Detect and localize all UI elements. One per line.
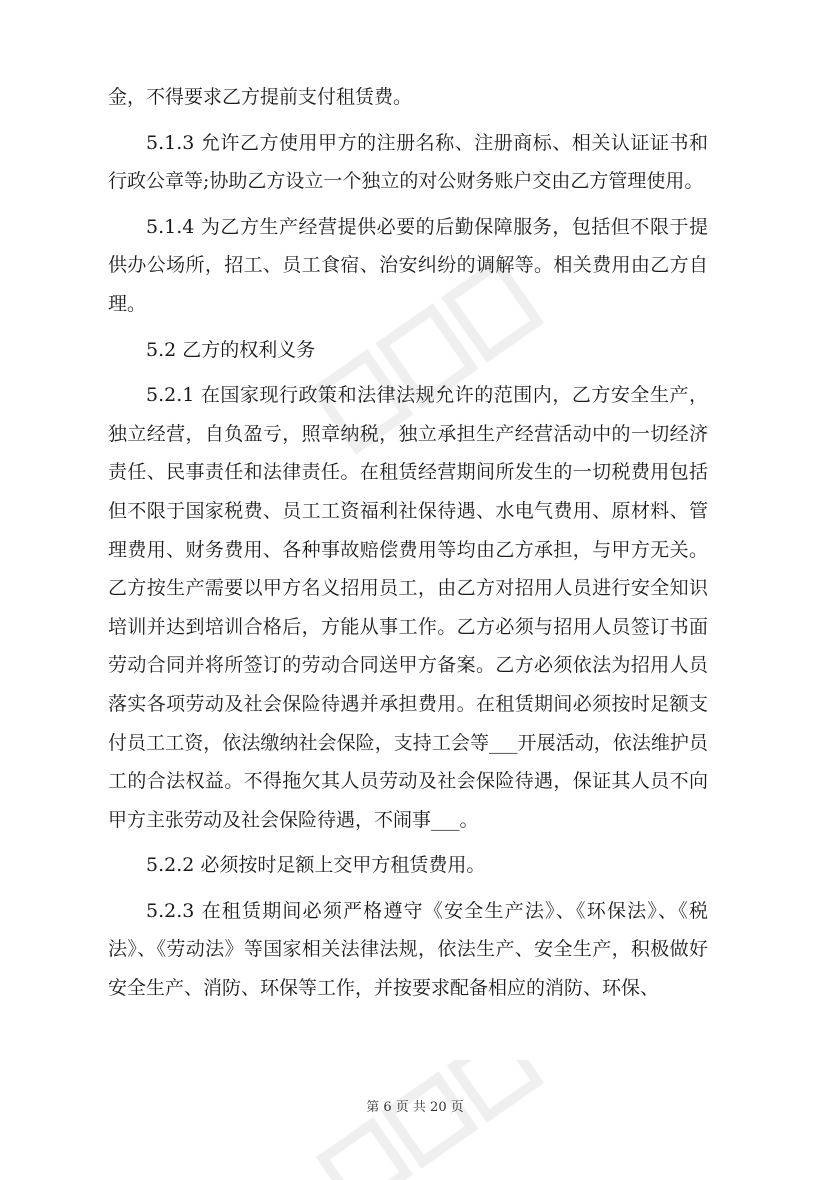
paragraph-5-2-3: 5.2.3 在租赁期间必须严格遵守《安全生产法》、《环保法》、《税法》、《劳动法》等国家相关法律法规，依法生产、安全生产，积极做好安全生产、消防、环保等工作，并按要求配备相应的消防、环保、 [108, 899, 708, 1000]
paragraph-5-1-3: 5.1.3 允许乙方使用甲方的注册名称、注册商标、相关认证证书和行政公章等;协助乙方设立一个独立的对公财务账户交由乙方管理使用。 [108, 131, 708, 193]
watermark-logo-bottom [300, 1060, 560, 1180]
page-number-footer: 第 6 页 共 20 页 [366, 1100, 464, 1115]
paragraph-continuation: 金，不得要求乙方提前支付租赁费。 [108, 86, 413, 108]
paragraph-5-2-2: 5.2.2 必须按时足额上交甲方租赁费用。 [146, 854, 486, 877]
section-heading-5-2: 5.2 乙方的权利义务 [146, 338, 316, 361]
paragraph-5-2-1: 5.2.1 在国家现行政策和法律法规允许的范围内，乙方安全生产，独立经营，自负盈亏，照章纳税，独立承担生产经营活动中的一切经济责任、民事责任和法律责任。在租赁经营期间所发生的一切税费用包括但不限于国家税费、员工工资福利社保待遇、水电气费用、原材料、管理费用、财务费用、各种事故赔偿费用等均由乙方承担，与甲方无关。乙方按生产需要以甲方名义招用员工，由乙方对招用人员进行安全知识培训并达到培训合格后，方能从事工作。乙方必须与招用人员签订书面劳动合同并将所签订的劳动合同送甲方备案。乙方必须依法为招用人员落实各项劳动及社会保险待遇并承担费用。在租赁期间必须按时足额支付员工工资，依法缴纳社会保险，支持工会等___开展活动，依法维护员工的合法权益。不得拖欠其人员劳动及社会保险待遇，保证其人员不向甲方主张劳动及社会保险待遇，不闹事___。 [108, 384, 708, 831]
paragraph-5-1-4: 5.1.4 为乙方生产经营提供必要的后勤保障服务，包括但不限于提供办公场所，招工、员工食宿、治安纠纷的调解等。相关费用由乙方自理。 [108, 215, 708, 315]
document-body [108, 78, 708, 1015]
